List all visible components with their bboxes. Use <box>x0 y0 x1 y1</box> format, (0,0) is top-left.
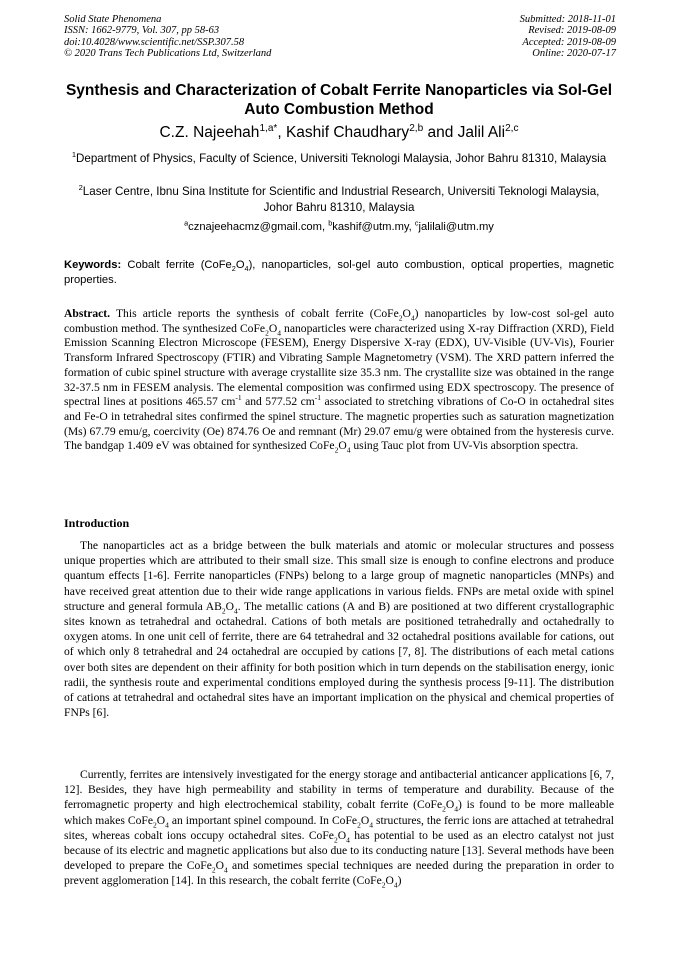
journal-issn: ISSN: 1662-9779, Vol. 307, pp 58-63 <box>64 25 220 37</box>
subscript: 4 <box>244 264 249 274</box>
email-mark: a <box>184 218 189 228</box>
affiliation-text: Department of Physics, Faculty of Science, Universiti Teknologi Malaysia, Johor Bahru 81310, Malaysia <box>76 152 607 165</box>
text-run: O <box>445 798 455 812</box>
subscript: 4 <box>234 606 238 616</box>
date-accepted: Accepted: 2019-08-09 <box>522 36 616 48</box>
journal-name: Solid State Phenomena <box>64 14 162 25</box>
subscript: 2 <box>221 606 226 616</box>
subscript: 2 <box>442 804 446 814</box>
email-link[interactable]: cznajeehacmz@gmail.com, <box>188 221 329 233</box>
text-run: ) <box>397 874 402 888</box>
subscript: 4 <box>165 819 169 829</box>
journal-copyright: © 2020 Trans Tech Publications Ltd, Switzerland <box>64 48 272 60</box>
journal-doi[interactable]: doi:10.4028/www.scientific.net/SSP.307.58 <box>64 36 245 48</box>
abstract-label: Abstract. <box>64 307 111 320</box>
text-run: . The metallic cations (A and B) are positioned at two different crystallographic sites known as tetrahedral and octahedral. Cations of both metals are positioned tetrahedrally and octahedrally to oxygen atoms. In one unit cell of ferrite, there are 64 tetrahedral and 32 octahedral positions available for cations, out of which only 8 tetrahedral and 24 octahedral are occupied by cations [7, 8]. The distributions of each metal cations over both sites are dependent on their affinity for both position which in turn depends on the stabilisation energy, ionic radii, the synthesis route and experimental conditions employed during the synthesis process [9-11]. The distribution of cations at tetrahedral and octahedral sites have an important implication on the physical and chemical properties of FNPs [6]. <box>64 599 614 720</box>
text-run: ) nanoparticles by low-cost sol-gel auto combustion method. The synthesized CoFe <box>64 307 614 335</box>
subscript: 2 <box>398 313 403 323</box>
section-heading-introduction: Introduction <box>64 516 130 530</box>
subscript: 2 <box>357 819 361 829</box>
author-emails <box>64 220 614 234</box>
superscript: -1 <box>314 393 322 403</box>
text-run: O <box>337 828 347 842</box>
email-link[interactable]: kashif@utm.my, <box>332 221 415 233</box>
email-link[interactable]: jalilali@utm.my <box>418 221 494 233</box>
author-separator: , <box>277 124 286 141</box>
superscript: -1 <box>235 393 242 403</box>
author-name: Kashif Chaudhary <box>285 124 410 141</box>
text-run: ) is found to be more malleable which makes CoFe <box>64 798 614 827</box>
affiliation-1 <box>70 151 608 167</box>
author-list <box>64 124 614 142</box>
journal-header-right <box>520 14 616 60</box>
affiliation-text: Laser Centre, Ibnu Sina Institute for Scientific and Industrial Research, Universiti Teknologi Malaysia, Johor Bahru 81310, Malaysia <box>82 185 600 214</box>
subscript: 4 <box>410 313 415 323</box>
text-run: structures, the ferric ions are attached at tetrahedral sites, whereas cobalt ions occupy octahedral sites. CoFe <box>64 813 614 842</box>
text-run: This article reports the synthesis of cobalt ferrite (CoFe <box>110 307 399 320</box>
text-run: associated to stretching vibrations of Co-O in octahedral sites and Fe-O in tetrahedral sites confirmed the spinel structure. The magnetic properties such as saturation magnetization (Ms) 67.79 emu/g, coercivity (Oe) 874.76 Oe and remnant (Mr) 29.07 emu/g were obtained from the hysteresis curve. The bandgap 1.409 eV was obtained for synthesized CoFe <box>64 395 614 453</box>
text-run: an important spinel compound. In CoFe <box>168 813 358 827</box>
affiliation-2 <box>70 184 608 215</box>
email-mark: b <box>328 218 333 228</box>
journal-header-left <box>64 14 271 60</box>
text-run: O <box>360 813 370 827</box>
intro-paragraph-2 <box>64 767 614 889</box>
subscript: 2 <box>381 880 386 890</box>
subscript: 2 <box>211 865 216 875</box>
text-run: O <box>402 307 411 320</box>
text-run: O <box>156 813 166 827</box>
keywords-block <box>64 258 614 287</box>
text-run: and 577.52 cm <box>241 395 315 409</box>
author-separator: and <box>423 124 458 141</box>
subscript: 2 <box>333 835 338 845</box>
text-run: O <box>268 321 278 335</box>
subscript: 4 <box>346 835 350 845</box>
date-submitted: Submitted: 2018-11-01 <box>519 14 616 25</box>
affiliation-mark: 2 <box>78 183 83 193</box>
affiliation-mark: 1 <box>71 150 77 160</box>
text-run: using Tauc plot from UV-Vis absorption spectra. <box>350 439 579 453</box>
subscript: 2 <box>153 819 157 829</box>
text-run: O <box>225 599 234 613</box>
date-online: Online: 2020-07-17 <box>532 48 616 60</box>
subscript: 4 <box>277 328 281 338</box>
text-run: has potential to be used as an electro catalyst not just because of its electric and magnetic applications but also due to its conducting nature [13]. Several methods have been developed to prepare the CoFe <box>64 828 614 873</box>
intro-paragraph-1 <box>64 538 614 720</box>
subscript: 4 <box>346 445 351 455</box>
text-run: ), nanoparticles, sol-gel auto combustion, optical properties, magnetic properties. <box>64 259 614 286</box>
subscript: 4 <box>369 819 373 829</box>
author-name: Jalil Ali <box>457 124 506 141</box>
author-name: C.Z. Najeehah <box>159 124 260 141</box>
author-affil-mark: 1,a* <box>259 122 278 134</box>
subscript: 2 <box>265 328 269 338</box>
text-run: O <box>215 859 224 873</box>
email-mark: c <box>414 218 419 228</box>
author-affil-mark: 2,c <box>505 122 519 134</box>
text-run: O <box>385 874 394 888</box>
author-affil-mark: 2,b <box>409 122 424 134</box>
subscript: 4 <box>393 880 398 890</box>
text-run: Cobalt ferrite (CoFe <box>121 259 232 271</box>
text-run: O <box>235 259 245 271</box>
subscript: 2 <box>334 445 339 455</box>
abstract-block <box>64 307 614 454</box>
subscript: 2 <box>231 264 236 274</box>
text-run: The nanoparticles act as a bridge between the bulk materials and atomic or molecular structures and possess unique properties which are attributed to their small size. This small size is enough to confine electrons and produce quantum effects [1-6]. Ferrite nanoparticles (FNPs) belong to a large group of magnetic nanoparticles (MNPs) and have received great attention due to their wide range applications in various fields. FNPs are metal oxide with spinel structure and general formula AB <box>64 539 614 613</box>
text-run: O <box>338 439 347 453</box>
date-revised: Revised: 2019-08-09 <box>528 25 616 37</box>
text-run: nanoparticles were characterized using X-ray Diffraction (XRD), Field Emission Scanning Electron Microscope (FESEM), Energy Dispersive X-ray (EDX), UV-Visible (UV-Vis), Fourier Transform Infrared Spectroscopy (FTIR) and Vibrating Sample Magnetometry (VSM). The XRD pattern inferred the formation of cubic spinel structure with average crystallite size 35.3 nm. The crystallite size was obtained in the range 32-37.5 nm in FESEM analysis. The elemental composition was confirmed using EDX spectroscopy. The presence of spectral lines at positions 465.57 cm <box>64 321 615 409</box>
text-run: and sometimes special techniques are needed during the preparation in order to prevent agglomeration [14]. In this research, the cobalt ferrite (CoFe <box>64 859 614 888</box>
subscript: 4 <box>454 804 459 814</box>
paper-title: Synthesis and Characterization of Cobalt Ferrite Nanoparticles via Sol-Gel Auto Combustion Method <box>65 82 613 118</box>
keywords-label: Keywords: <box>64 259 122 271</box>
subscript: 4 <box>224 865 228 875</box>
text-run: Currently, ferrites are intensively investigated for the energy storage and antibacterial anticancer applications [6, 7, 12]. Besides, they have high permeability and stability in terms of temperature and durability. Because of the ferromagnetic property and high electrochemical stability, cobalt ferrite (CoFe <box>64 768 614 812</box>
